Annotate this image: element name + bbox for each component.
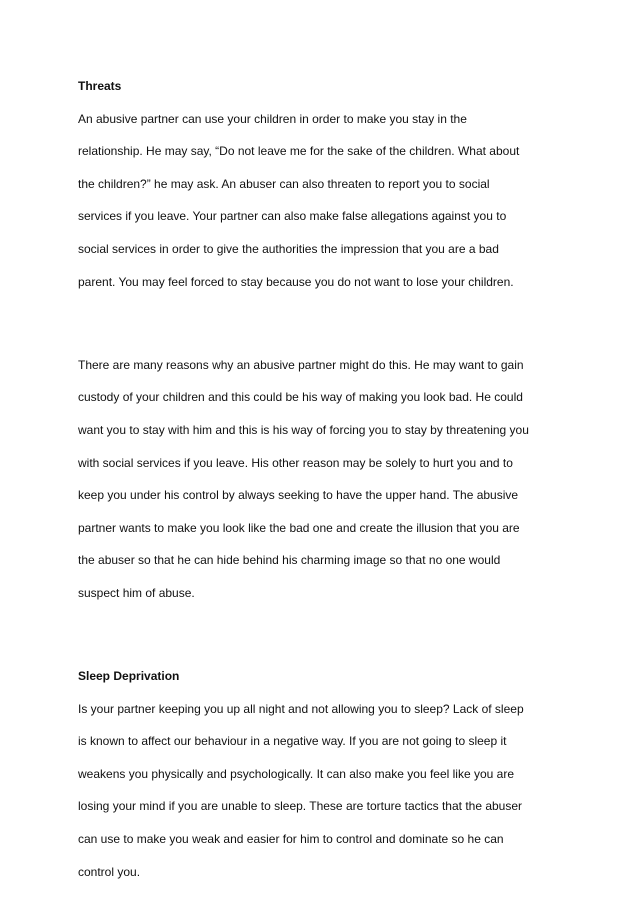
line-spacer bbox=[78, 815, 578, 830]
line-spacer bbox=[78, 537, 578, 552]
line-spacer bbox=[78, 504, 578, 519]
line-spacer bbox=[78, 750, 578, 765]
text-line: social services in order to give the authorities the impression that you are a bad bbox=[78, 241, 499, 256]
text-line: the abuser so that he can hide behind his charming image so that no one would bbox=[78, 553, 501, 568]
paragraph bbox=[78, 700, 578, 881]
text-line: There are many reasons why an abusive partner might do this. He may want to gain bbox=[78, 357, 524, 372]
line-spacer bbox=[78, 848, 578, 863]
text-line: parent. You may feel forced to stay because you do not want to lose your children. bbox=[78, 274, 514, 289]
paragraph-spacer bbox=[78, 291, 578, 356]
text-line: partner wants to make you look like the bad one and create the illusion that you are bbox=[78, 520, 520, 535]
line-spacer bbox=[78, 569, 578, 584]
text-line: control you. bbox=[78, 864, 141, 879]
text-line: suspect him of abuse. bbox=[78, 585, 195, 600]
text-line: want you to stay with him and this is his way of forcing you to stay by threatening you bbox=[78, 422, 529, 437]
text-line: custody of your children and this could be his way of making you look bad. He could bbox=[78, 390, 523, 405]
text-line: An abusive partner can use your children in order to make you stay in the bbox=[78, 111, 467, 126]
section-heading: Sleep Deprivation bbox=[78, 669, 180, 684]
line-spacer bbox=[78, 718, 578, 733]
section-heading: Threats bbox=[78, 79, 122, 93]
document-body bbox=[78, 77, 578, 881]
line-spacer bbox=[78, 374, 578, 389]
line-spacer bbox=[78, 258, 578, 273]
text-line: Is your partner keeping you up all night and not allowing you to sleep? Lack of sleep bbox=[78, 701, 524, 716]
text-line: is known to affect our behaviour in a negative way. If you are not going to sleep it bbox=[78, 734, 507, 749]
line-spacer bbox=[78, 160, 578, 175]
line-spacer bbox=[78, 128, 578, 143]
text-line: the children?” he may ask. An abuser can also threaten to report you to social bbox=[78, 176, 490, 191]
line-spacer bbox=[78, 406, 578, 421]
line-spacer bbox=[78, 225, 578, 240]
paragraph bbox=[78, 356, 578, 602]
line-spacer bbox=[78, 783, 578, 798]
text-line: weakens you physically and psychologically. It can also make you feel like you are bbox=[78, 766, 515, 781]
text-line: with social services if you leave. His other reason may be solely to hurt you and to bbox=[78, 455, 513, 470]
text-line: services if you leave. Your partner can also make false allegations against you to bbox=[78, 209, 507, 224]
line-spacer bbox=[78, 472, 578, 487]
text-line: keep you under his control by always seeking to have the upper hand. The abusive bbox=[78, 488, 519, 503]
heading-spacer bbox=[78, 685, 578, 700]
paragraph bbox=[78, 110, 578, 291]
line-spacer bbox=[78, 193, 578, 208]
heading-spacer bbox=[78, 95, 578, 110]
line-spacer bbox=[78, 439, 578, 454]
section-spacer bbox=[78, 602, 578, 667]
text-line: losing your mind if you are unable to sleep. These are torture tactics that the abuser bbox=[78, 799, 523, 814]
text-line: relationship. He may say, “Do not leave me for the sake of the children. What about bbox=[78, 144, 520, 159]
text-line: can use to make you weak and easier for him to control and dominate so he can bbox=[78, 832, 504, 847]
